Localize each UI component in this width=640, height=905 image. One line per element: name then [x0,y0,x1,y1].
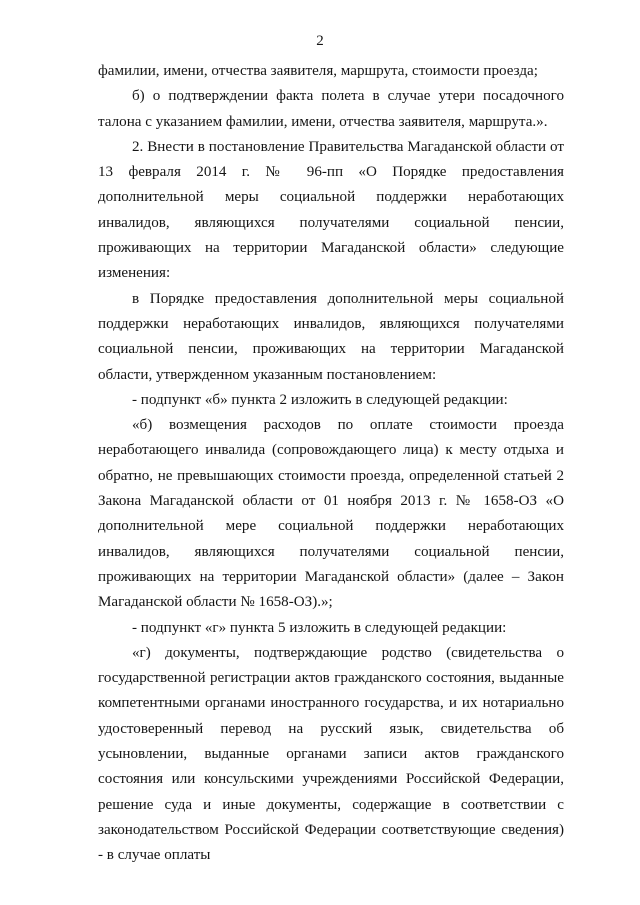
paragraph-7: - подпункт «г» пункта 5 изложить в следующей редакции: [132,619,507,636]
paragraph-6: «б) возмещения расходов по оплате стоимости проезда неработающего инвалида (сопровождающего лица) к месту отдыха и обратно, не превышающих стоимости проезда, определенной статьей 2 Закона Магаданской области от 01 ноября 2013 г. № 1658-ОЗ «О дополнительной мере социальной поддержки неработающих инвалидов, являющихся получателями социальной пенсии, проживающих на территории Магаданской области» (далее – Закон Магаданской области № 1658-ОЗ).»; [98,417,564,611]
paragraph-4: в Порядке предоставления дополнительной меры социальной поддержки неработающих инвалидов, являющихся получателями социальной пенсии, проживающих на территории Магаданской области, утвержденном указанным постановлением: [98,290,564,383]
page-number: 2 [316,33,324,49]
paragraph-1: фамилии, имени, отчества заявителя, маршрута, стоимости проезда; [98,63,538,79]
paragraph-3: 2. Внести в постановление Правительства Магаданской области от 13 февраля 2014 г. № 96-пп «О Порядке предоставления дополнительной меры социальной поддержки неработающих инвалидов, являющихся получателями социальной пенсии, проживающих на территории Магаданской области» следующие изменения: [98,138,564,282]
paragraph-8: «г) документы, подтверждающие родство (свидетельства о государственной регистрации актов гражданского состояния, выданные компетентными органами иностранного государства, и их нотариально удостоверенный перевод на русский язык, свидетельства об усыновлении, выданные органами записи актов гражданского состояния или консульскими учреждениями Российской Федерации, решение суда и иные документы, содержащие в соответствии с законодательством Российской Федерации соответствующие сведения) - в случае оплаты [98,644,564,864]
paragraph-2: б) о подтверждении факта полета в случае утери посадочного талона с указанием фамилии, имени, отчества заявителя, маршрута.». [98,88,564,130]
paragraph-5: - подпункт «б» пункта 2 изложить в следующей редакции: [132,391,508,408]
document-body [98,59,564,869]
